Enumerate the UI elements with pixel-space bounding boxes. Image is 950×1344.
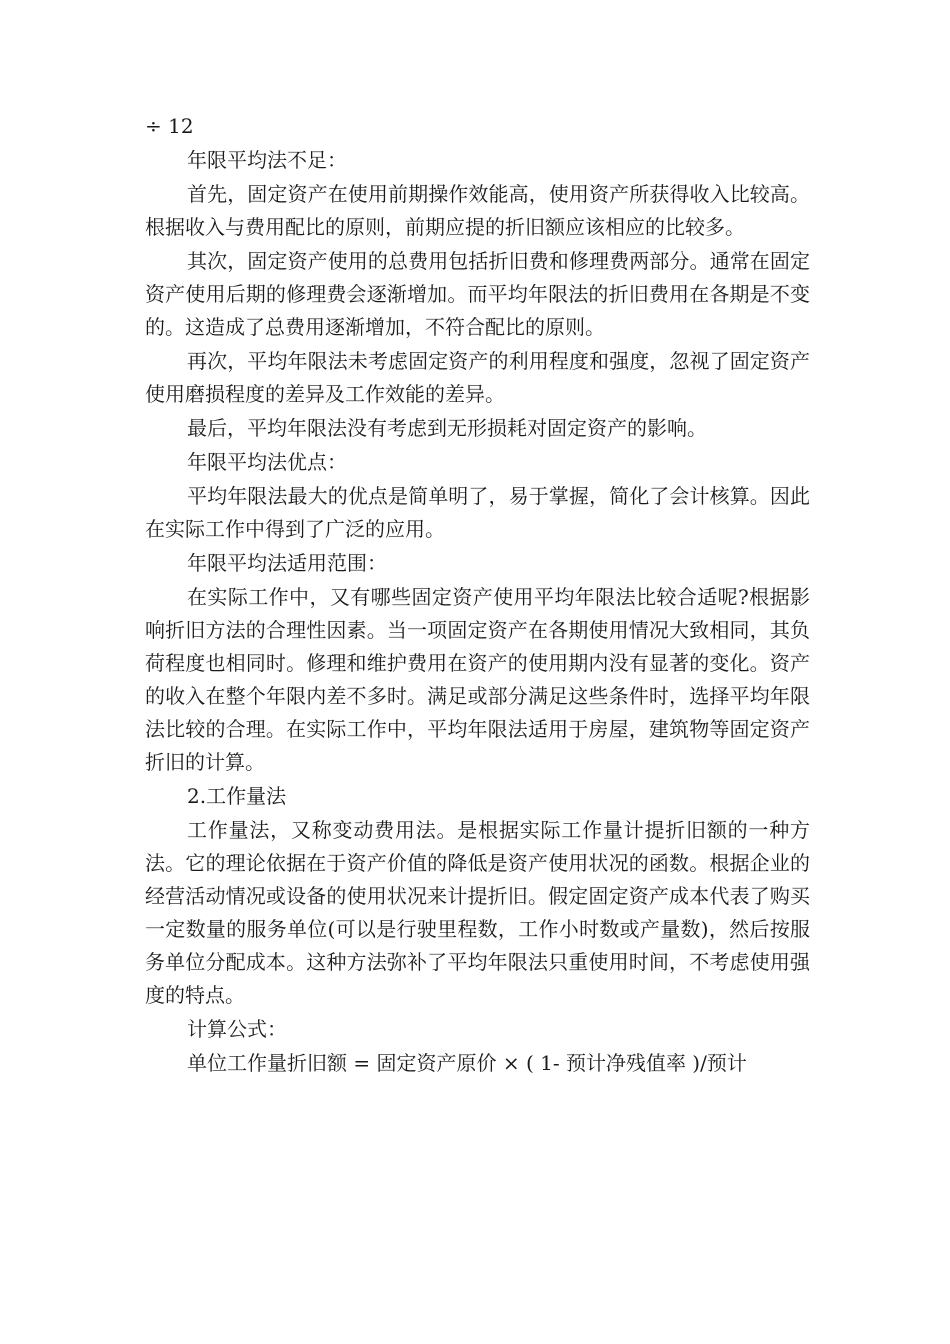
heading-workload-method: 2.工作量法	[187, 784, 287, 808]
paragraph-formula-tail: ÷ 12	[145, 114, 194, 138]
paragraph-advantages: 平均年限法最大的优点是简单明了，易于掌握，简化了会计核算。因此在实际工作中得到了广泛的应用。	[145, 484, 810, 541]
paragraph-workload-method: 工作量法，又称变动费用法。是根据实际工作量计提折旧额的一种方法。它的理论依据在于资产价值的降低是资产使用状况的函数。根据企业的经营活动情况或设备的使用状况来计提折旧。假定固定资产成本代表了购买一定数量的服务单位(可以是行驶里程数，工作小时数或产量数)，然后按服务单位分配成本。这种方法弥补了平均年限法只重使用时间，不考虑使用强度的特点。	[145, 818, 810, 1007]
paragraph-first: 首先，固定资产在使用前期操作效能高，使用资产所获得收入比较高。根据收入与费用配比的原则，前期应提的折旧额应该相应的比较多。	[145, 182, 810, 239]
document-page	[145, 110, 810, 1081]
paragraph-third: 再次，平均年限法未考虑固定资产的利用程度和强度，忽视了固定资产使用磨损程度的差异及工作效能的差异。	[145, 349, 810, 406]
paragraph-formula: 单位工作量折旧额 = 固定资产原价 × ( 1- 预计净残值率 )/预计	[187, 1051, 747, 1075]
heading-formula: 计算公式：	[187, 1017, 287, 1041]
paragraph-second: 其次，固定资产使用的总费用包括折旧费和修理费两部分。通常在固定资产使用后期的修理费会逐渐增加。而平均年限法的折旧费用在各期是不变的。这造成了总费用逐渐增加，不符合配比的原则。	[145, 249, 810, 339]
paragraph-scope: 在实际工作中，又有哪些固定资产使用平均年限法比较合适呢?根据影响折旧方法的合理性因素。当一项固定资产在各期使用情况大致相同，其负荷程度也相同时。修理和维护费用在资产的使用期内没有显著的变化。资产的收入在整个年限内差不多时。满足或部分满足这些条件时，选择平均年限法比较的合理。在实际工作中，平均年限法适用于房屋，建筑物等固定资产折旧的计算。	[145, 585, 810, 774]
heading-disadvantages: 年限平均法不足：	[187, 148, 347, 172]
heading-advantages: 年限平均法优点：	[187, 450, 347, 474]
heading-scope: 年限平均法适用范围：	[187, 551, 387, 575]
paragraph-last: 最后，平均年限法没有考虑到无形损耗对固定资产的影响。	[187, 416, 707, 440]
